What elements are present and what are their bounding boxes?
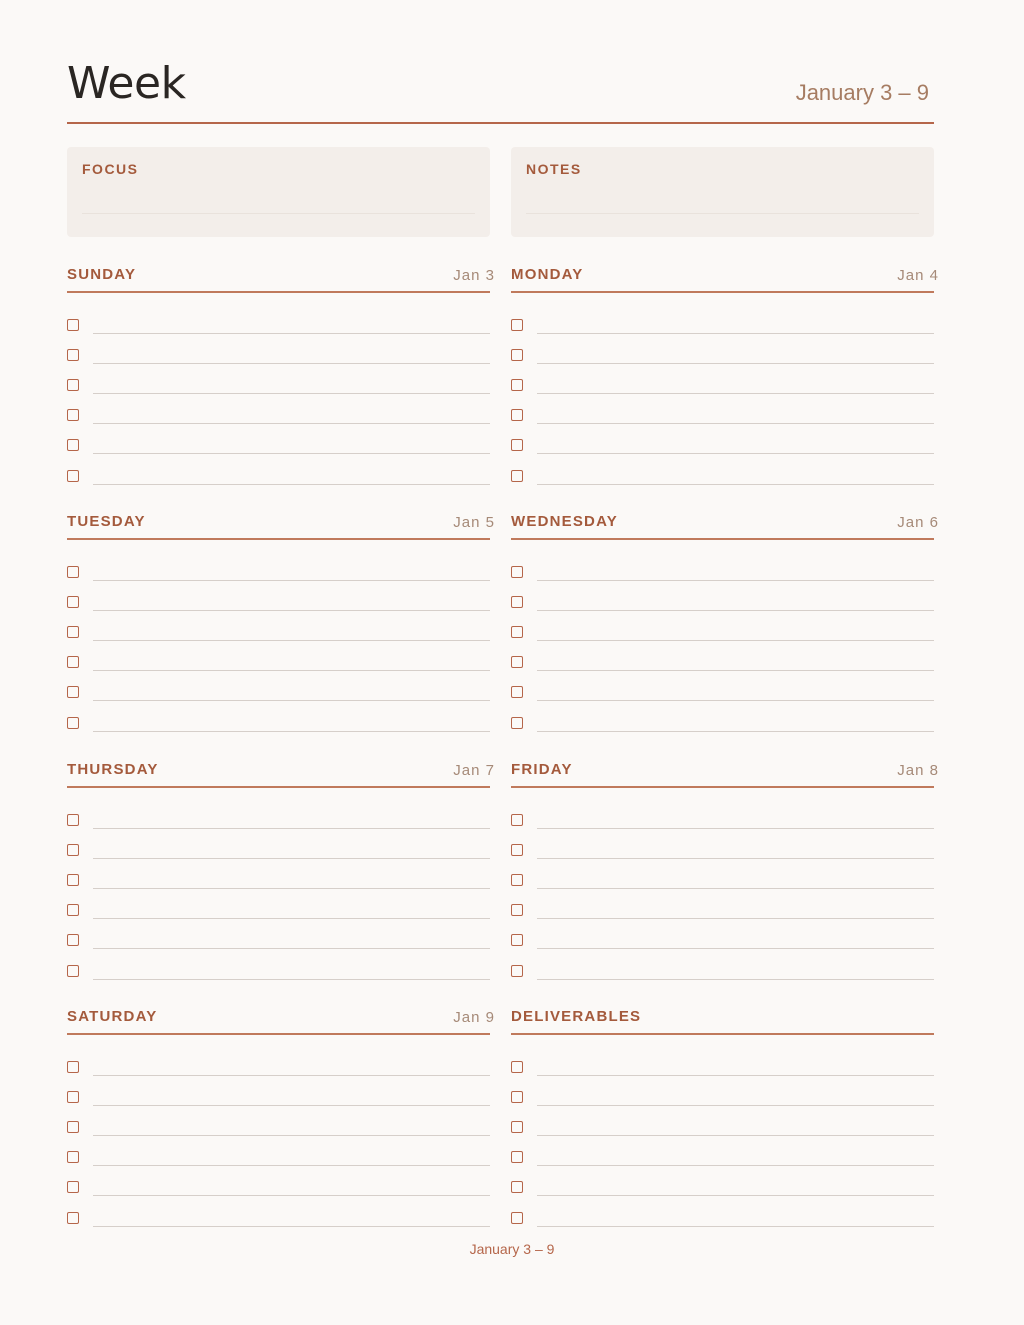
focus-box[interactable] bbox=[67, 147, 490, 237]
task-checkbox[interactable] bbox=[511, 566, 523, 578]
task-row bbox=[67, 1181, 490, 1211]
task-row bbox=[511, 439, 934, 469]
task-checkbox[interactable] bbox=[67, 844, 79, 856]
task-row bbox=[511, 874, 934, 904]
task-checkbox[interactable] bbox=[511, 319, 523, 331]
task-line[interactable] bbox=[537, 640, 934, 641]
day-name: SATURDAY bbox=[67, 1008, 158, 1025]
day-section-thursday bbox=[67, 760, 495, 988]
task-row bbox=[511, 626, 934, 656]
task-row bbox=[511, 470, 934, 500]
task-checkbox[interactable] bbox=[511, 1091, 523, 1103]
task-line[interactable] bbox=[93, 828, 490, 829]
task-checkbox[interactable] bbox=[67, 379, 79, 391]
task-row bbox=[511, 1061, 934, 1091]
day-header bbox=[67, 1007, 495, 1035]
task-line[interactable] bbox=[537, 888, 934, 889]
task-checkbox[interactable] bbox=[511, 1061, 523, 1073]
task-checkbox[interactable] bbox=[67, 596, 79, 608]
task-row bbox=[511, 1212, 934, 1242]
task-row bbox=[511, 904, 934, 934]
task-line[interactable] bbox=[537, 731, 934, 732]
focus-label: FOCUS bbox=[82, 161, 139, 177]
task-checkbox[interactable] bbox=[511, 409, 523, 421]
task-checkbox[interactable] bbox=[511, 717, 523, 729]
task-row bbox=[511, 379, 934, 409]
task-checkbox[interactable] bbox=[67, 439, 79, 451]
task-line[interactable] bbox=[93, 484, 490, 485]
task-row bbox=[67, 814, 490, 844]
task-row bbox=[67, 965, 490, 995]
task-line[interactable] bbox=[537, 979, 934, 980]
task-checkbox[interactable] bbox=[67, 1121, 79, 1133]
day-header bbox=[511, 265, 939, 293]
task-row bbox=[67, 470, 490, 500]
task-row bbox=[511, 934, 934, 964]
task-line[interactable] bbox=[537, 423, 934, 424]
day-name: SUNDAY bbox=[67, 266, 137, 283]
task-line[interactable] bbox=[93, 610, 490, 611]
task-checkbox[interactable] bbox=[511, 904, 523, 916]
task-row bbox=[511, 349, 934, 379]
footer-range: January 3 – 9 bbox=[469, 1241, 555, 1257]
day-header bbox=[511, 512, 939, 540]
task-row bbox=[67, 349, 490, 379]
task-checkbox[interactable] bbox=[511, 1121, 523, 1133]
task-line[interactable] bbox=[537, 580, 934, 581]
task-line[interactable] bbox=[93, 979, 490, 980]
task-row bbox=[67, 439, 490, 469]
day-date: Jan 8 bbox=[897, 762, 939, 779]
task-line[interactable] bbox=[537, 484, 934, 485]
task-row bbox=[67, 379, 490, 409]
task-checkbox[interactable] bbox=[511, 596, 523, 608]
task-checkbox[interactable] bbox=[511, 814, 523, 826]
task-row bbox=[67, 566, 490, 596]
task-checkbox[interactable] bbox=[511, 1151, 523, 1163]
page-title: Week bbox=[67, 58, 186, 109]
day-section-saturday bbox=[67, 1007, 495, 1235]
day-section-friday bbox=[511, 760, 939, 988]
task-row bbox=[67, 656, 490, 686]
task-line[interactable] bbox=[93, 580, 490, 581]
task-row bbox=[511, 965, 934, 995]
task-line[interactable] bbox=[537, 948, 934, 949]
task-row bbox=[67, 686, 490, 716]
task-row bbox=[511, 686, 934, 716]
task-line[interactable] bbox=[93, 1195, 490, 1196]
notes-box[interactable] bbox=[511, 147, 934, 237]
day-section-wednesday bbox=[511, 512, 939, 740]
task-row bbox=[67, 874, 490, 904]
task-checkbox[interactable] bbox=[511, 379, 523, 391]
task-checkbox[interactable] bbox=[67, 717, 79, 729]
task-row bbox=[511, 656, 934, 686]
task-line[interactable] bbox=[93, 1226, 490, 1227]
task-row bbox=[67, 1151, 490, 1181]
day-date: Jan 7 bbox=[453, 762, 495, 779]
task-line[interactable] bbox=[93, 948, 490, 949]
task-checkbox[interactable] bbox=[67, 1212, 79, 1224]
task-line[interactable] bbox=[537, 610, 934, 611]
task-row bbox=[511, 844, 934, 874]
task-line[interactable] bbox=[93, 333, 490, 334]
task-checkbox[interactable] bbox=[511, 686, 523, 698]
task-line[interactable] bbox=[537, 1226, 934, 1227]
task-checkbox[interactable] bbox=[67, 656, 79, 668]
task-checkbox[interactable] bbox=[67, 319, 79, 331]
task-line[interactable] bbox=[537, 1135, 934, 1136]
planner-page bbox=[67, 0, 939, 1325]
task-checkbox[interactable] bbox=[511, 626, 523, 638]
day-header bbox=[67, 265, 495, 293]
task-row bbox=[511, 1091, 934, 1121]
task-row bbox=[511, 814, 934, 844]
task-checkbox[interactable] bbox=[511, 349, 523, 361]
task-checkbox[interactable] bbox=[67, 965, 79, 977]
task-checkbox[interactable] bbox=[511, 934, 523, 946]
task-line[interactable] bbox=[537, 333, 934, 334]
day-name: TUESDAY bbox=[67, 513, 146, 530]
task-line[interactable] bbox=[537, 828, 934, 829]
task-line[interactable] bbox=[537, 393, 934, 394]
task-checkbox[interactable] bbox=[67, 686, 79, 698]
task-checkbox[interactable] bbox=[67, 566, 79, 578]
task-line[interactable] bbox=[537, 1195, 934, 1196]
task-line[interactable] bbox=[93, 700, 490, 701]
task-line[interactable] bbox=[93, 393, 490, 394]
task-row bbox=[511, 1151, 934, 1181]
day-header bbox=[67, 760, 495, 788]
task-line[interactable] bbox=[93, 731, 490, 732]
task-row bbox=[67, 1061, 490, 1091]
task-line[interactable] bbox=[537, 1105, 934, 1106]
task-row bbox=[511, 409, 934, 439]
day-header bbox=[511, 1007, 934, 1035]
task-row bbox=[511, 717, 934, 747]
date-range: January 3 – 9 bbox=[795, 80, 929, 105]
task-checkbox[interactable] bbox=[67, 626, 79, 638]
task-line[interactable] bbox=[93, 640, 490, 641]
task-line[interactable] bbox=[537, 670, 934, 671]
task-checkbox[interactable] bbox=[67, 1181, 79, 1193]
task-row bbox=[67, 409, 490, 439]
task-row bbox=[67, 904, 490, 934]
task-line[interactable] bbox=[93, 423, 490, 424]
task-row bbox=[67, 717, 490, 747]
task-line[interactable] bbox=[93, 363, 490, 364]
task-line[interactable] bbox=[537, 1075, 934, 1076]
task-checkbox[interactable] bbox=[67, 1061, 79, 1073]
task-line[interactable] bbox=[93, 1135, 490, 1136]
day-date: Jan 3 bbox=[453, 267, 495, 284]
task-line[interactable] bbox=[537, 858, 934, 859]
task-line[interactable] bbox=[93, 1105, 490, 1106]
day-date: Jan 6 bbox=[897, 514, 939, 531]
task-line[interactable] bbox=[537, 700, 934, 701]
task-row bbox=[67, 1091, 490, 1121]
task-line[interactable] bbox=[537, 363, 934, 364]
task-row bbox=[511, 566, 934, 596]
task-checkbox[interactable] bbox=[511, 1181, 523, 1193]
day-name: FRIDAY bbox=[511, 761, 573, 778]
day-header bbox=[511, 760, 939, 788]
task-line[interactable] bbox=[93, 1165, 490, 1166]
focus-line bbox=[82, 213, 475, 214]
task-checkbox[interactable] bbox=[511, 656, 523, 668]
task-line[interactable] bbox=[93, 888, 490, 889]
task-checkbox[interactable] bbox=[67, 1091, 79, 1103]
day-section-deliverables bbox=[511, 1007, 934, 1235]
task-row bbox=[67, 1121, 490, 1151]
header-divider bbox=[67, 122, 934, 124]
day-section-monday bbox=[511, 265, 939, 493]
day-date: Jan 9 bbox=[453, 1009, 495, 1026]
task-line[interactable] bbox=[537, 1165, 934, 1166]
task-checkbox[interactable] bbox=[67, 934, 79, 946]
day-section-sunday bbox=[67, 265, 495, 493]
task-checkbox[interactable] bbox=[67, 470, 79, 482]
day-name: THURSDAY bbox=[67, 761, 159, 778]
task-checkbox[interactable] bbox=[67, 874, 79, 886]
day-header bbox=[67, 512, 495, 540]
task-checkbox[interactable] bbox=[67, 904, 79, 916]
task-checkbox[interactable] bbox=[511, 844, 523, 856]
task-checkbox[interactable] bbox=[67, 1151, 79, 1163]
task-line[interactable] bbox=[537, 453, 934, 454]
day-name: MONDAY bbox=[511, 266, 584, 283]
task-line[interactable] bbox=[93, 1075, 490, 1076]
task-line[interactable] bbox=[93, 670, 490, 671]
task-checkbox[interactable] bbox=[511, 470, 523, 482]
task-row bbox=[67, 319, 490, 349]
task-line[interactable] bbox=[537, 918, 934, 919]
task-checkbox[interactable] bbox=[511, 965, 523, 977]
task-checkbox[interactable] bbox=[511, 874, 523, 886]
day-section-tuesday bbox=[67, 512, 495, 740]
task-checkbox[interactable] bbox=[67, 349, 79, 361]
notes-label: NOTES bbox=[526, 161, 582, 177]
task-checkbox[interactable] bbox=[511, 439, 523, 451]
day-name: WEDNESDAY bbox=[511, 513, 618, 530]
task-line[interactable] bbox=[93, 453, 490, 454]
task-row bbox=[511, 1181, 934, 1211]
task-row bbox=[67, 934, 490, 964]
task-checkbox[interactable] bbox=[511, 1212, 523, 1224]
task-row bbox=[67, 844, 490, 874]
task-line[interactable] bbox=[93, 918, 490, 919]
day-date: Jan 4 bbox=[897, 267, 939, 284]
notes-line bbox=[526, 213, 919, 214]
task-row bbox=[511, 1121, 934, 1151]
day-name: DELIVERABLES bbox=[511, 1008, 642, 1025]
task-row bbox=[67, 1212, 490, 1242]
task-checkbox[interactable] bbox=[67, 409, 79, 421]
day-date: Jan 5 bbox=[453, 514, 495, 531]
task-row bbox=[511, 596, 934, 626]
task-row bbox=[67, 596, 490, 626]
task-line[interactable] bbox=[93, 858, 490, 859]
task-row bbox=[511, 319, 934, 349]
task-checkbox[interactable] bbox=[67, 814, 79, 826]
task-row bbox=[67, 626, 490, 656]
